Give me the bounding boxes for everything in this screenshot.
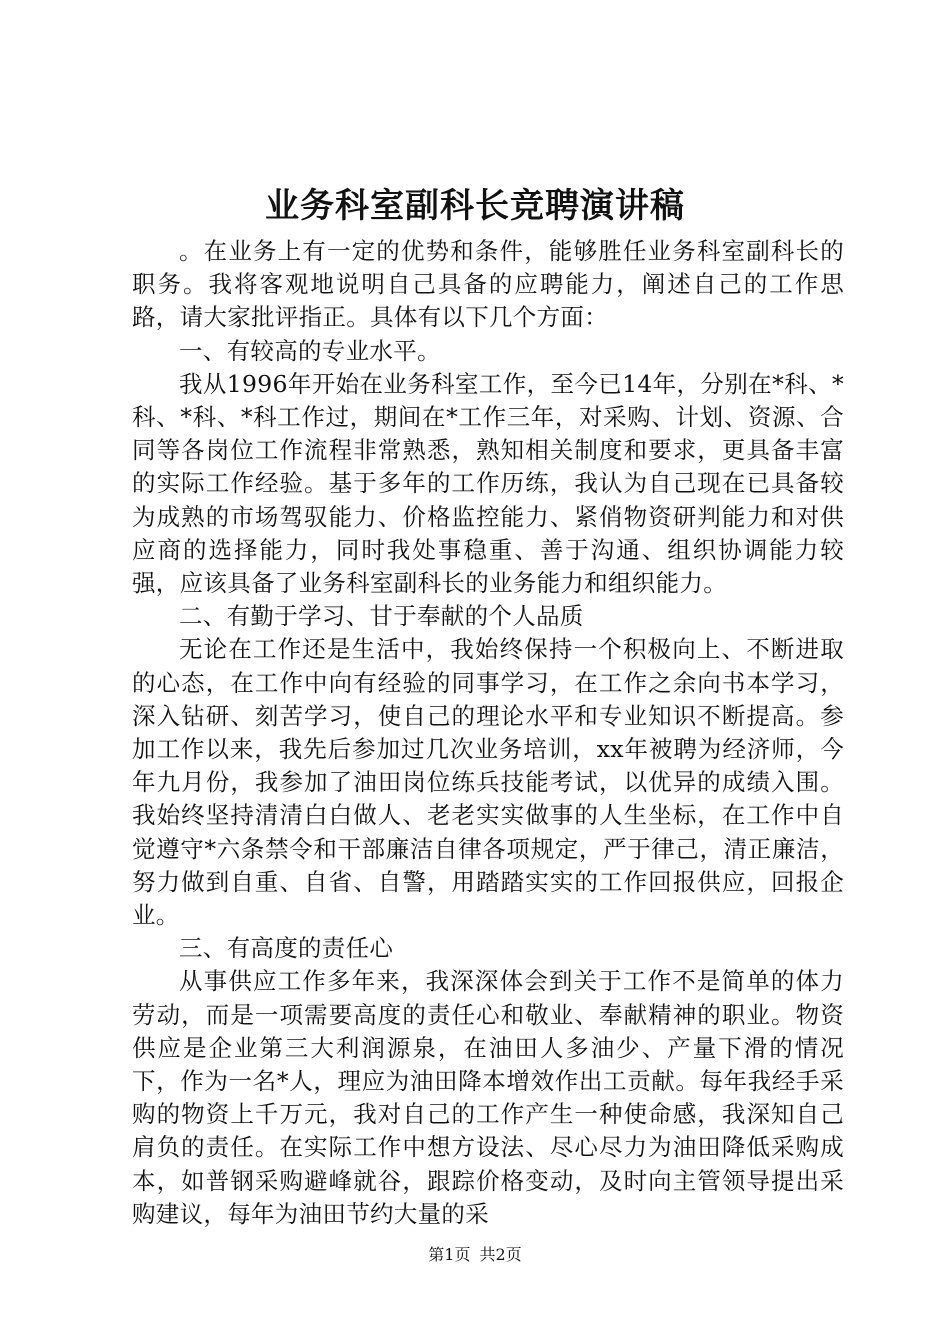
document-title: 业务科室副科长竞聘演讲稿 (265, 186, 685, 226)
document-body (132, 235, 844, 1231)
section-heading-3: 三、有高度的责任心 (179, 934, 394, 963)
page-number-footer: 第1页 共2页 (428, 1245, 522, 1264)
paragraph-section-2: 无论在工作还是生活中，我始终保持一个积极向上、不断进取的心态，在工作中向有经验的同事学习，在工作之余向书本学习，深入钻研、刻苦学习，使自己的理论水平和专业知识不断提高。参加工作以来，我先后参加过几次业务培训，xx年被聘为经济师，今年九月份，我参加了油田岗位练兵技能考试，以优异的成绩入围。我始终坚持清清白白做人、老老实实做事的人生坐标，在工作中自觉遵守*六条禁令和干部廉洁自律各项规定，严于律己，清正廉洁，努力做到自重、自省、自警，用踏踏实实的工作回报供应，回报企业。 (132, 635, 844, 930)
section-heading-1: 一、有较高的专业水平。 (179, 336, 441, 365)
section-heading-2: 二、有勤于学习、甘于奉献的个人品质 (179, 602, 584, 631)
paragraph-section-1: 我从1996年开始在业务科室工作，至今已14年，分别在*科、*科、*科、*科工作过，期间在*工作三年，对采购、计划、资源、合同等各岗位工作流程非常熟悉，熟知相关制度和要求，更具备丰富的实际工作经验。基于多年的工作历练，我认为自己现在已具备较为成熟的市场驾驭能力、价格监控能力、紧俏物资研判能力和对供应商的选择能力，同时我处事稳重、善于沟通、组织协调能力较强，应该具备了业务科室副科长的业务能力和组织能力。 (132, 369, 844, 598)
paragraph-intro: 。在业务上有一定的优势和条件，能够胜任业务科室副科长的职务。我将客观地说明自己具备的应聘能力，阐述自己的工作思路，请大家批评指正。具体有以下几个方面： (132, 237, 844, 332)
paragraph-section-3: 从事供应工作多年来，我深深体会到关于工作不是简单的体力劳动，而是一项需要高度的责任心和敬业、奉献精神的职业。物资供应是企业第三大利润源泉，在油田人多油少、产量下滑的情况下，作为一名*人，理应为油田降本增效作出工贡献。每年我经手采购的物资上千万元，我对自己的工作产生一种使命感，我深知自己肩负的责任。在实际工作中想方设法、尽心尽力为油田降低采购成本，如普钢采购避峰就谷，跟踪价格变动，及时向主管领导提出采购建议，每年为油田节约大量的采 (132, 967, 844, 1228)
